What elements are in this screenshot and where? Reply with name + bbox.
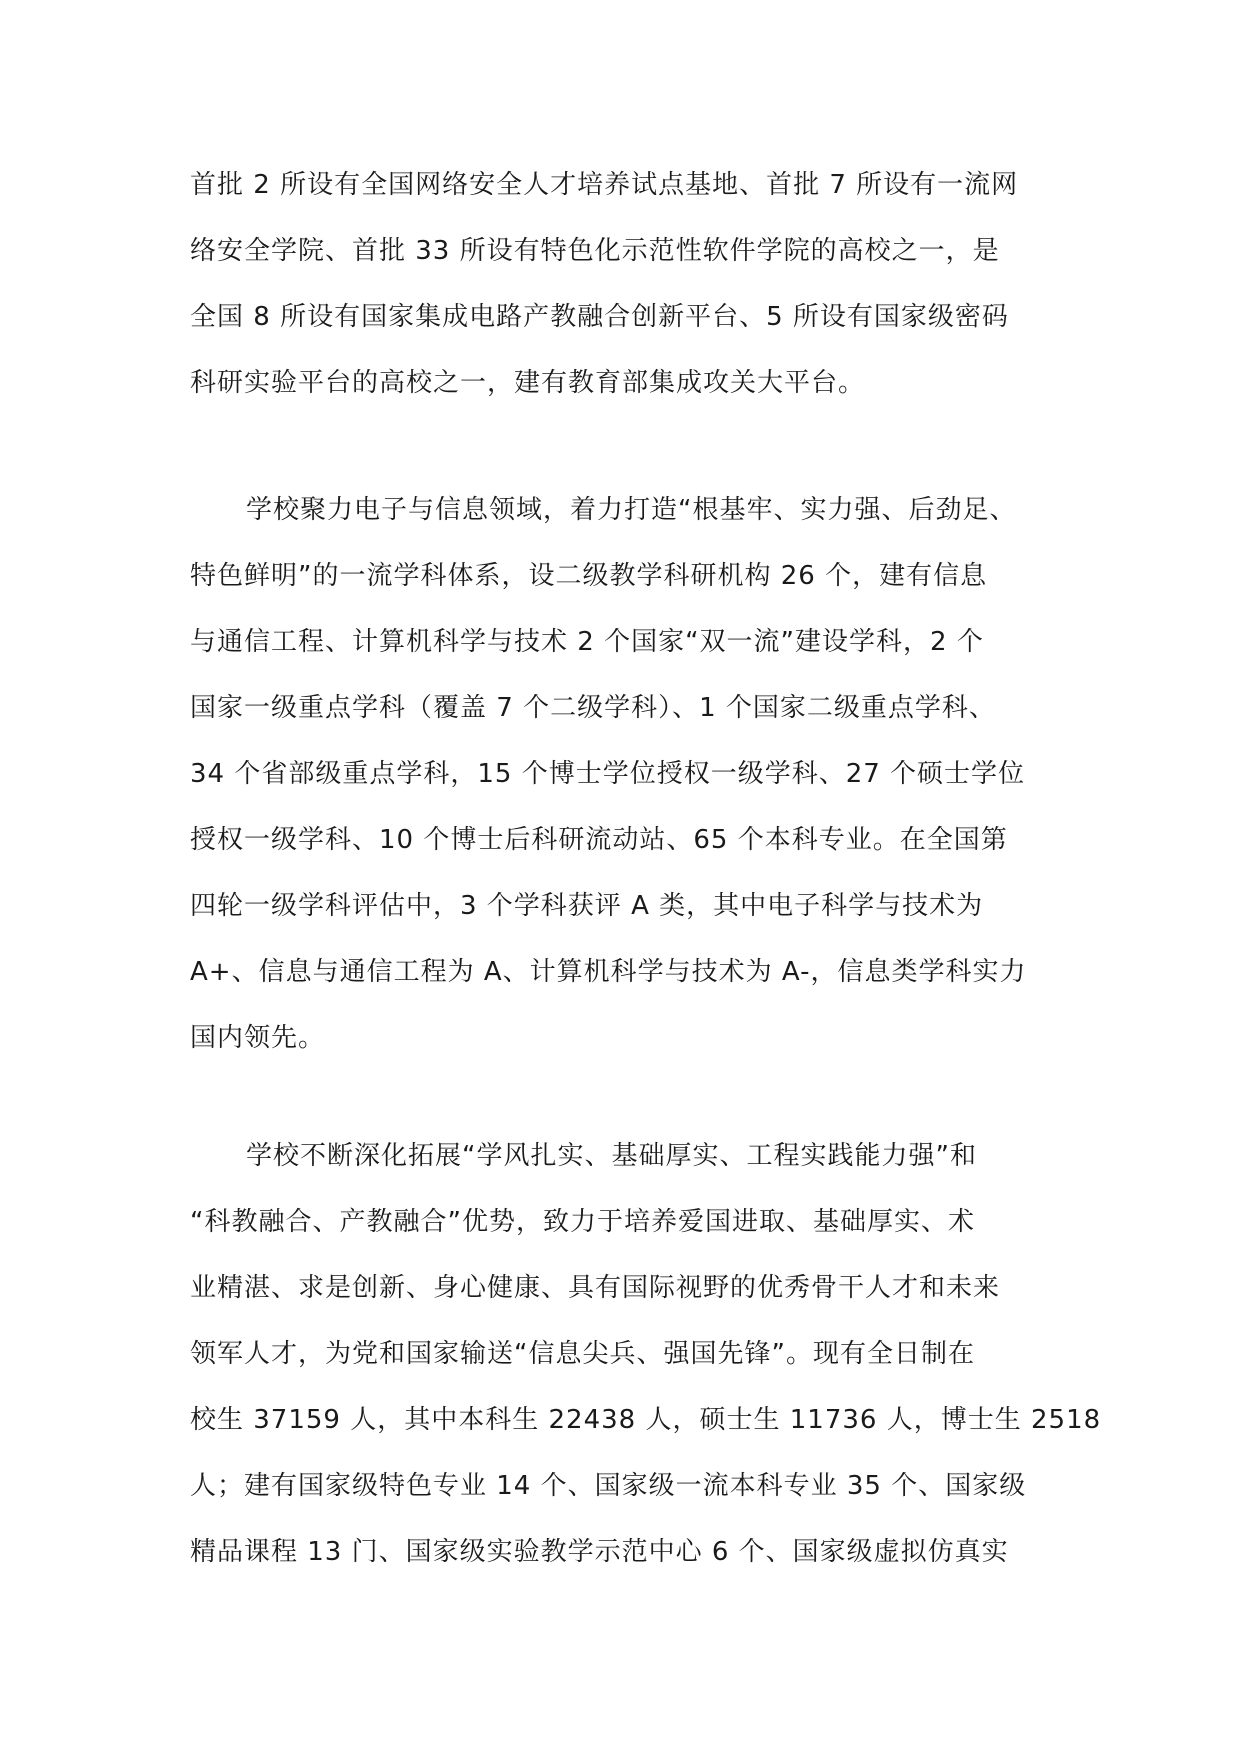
text-line: 国内领先。 bbox=[190, 1023, 326, 1053]
text-line: 科研实验平台的高校之一，建有教育部集成攻关大平台。 bbox=[190, 368, 866, 398]
text-line: 特色鲜明”的一流学科体系，设二级教学科研机构 26 个，建有信息 bbox=[190, 561, 988, 591]
text-line: 首批 2 所设有全国网络安全人才培养试点基地、首批 7 所设有一流网 bbox=[190, 170, 1019, 200]
text-line: 全国 8 所设有国家集成电路产教融合创新平台、5 所设有国家级密码 bbox=[190, 302, 1009, 332]
text-line: 人；建有国家级特色专业 14 个、国家级一流本科专业 35 个、国家级 bbox=[190, 1471, 1027, 1501]
paragraph-national-platforms bbox=[190, 152, 1070, 416]
text-line: 学校聚力电子与信息领域，着力打造“根基牢、实力强、后劲足、 bbox=[246, 495, 1017, 525]
text-line: 络安全学院、首批 33 所设有特色化示范性软件学院的高校之一，是 bbox=[190, 236, 1000, 266]
text-line: 授权一级学科、10 个博士后科研流动站、65 个本科专业。在全国第 bbox=[190, 825, 1008, 855]
paragraph-disciplines bbox=[190, 477, 1070, 1071]
text-line: “科教融合、产教融合”优势，致力于培养爱国进取、基础厚实、术 bbox=[190, 1207, 975, 1237]
text-line: 34 个省部级重点学科，15 个博士学位授权一级学科、27 个硕士学位 bbox=[190, 759, 1026, 789]
text-line: 校生 37159 人，其中本科生 22438 人，硕士生 11736 人，博士生 2518 bbox=[190, 1405, 1102, 1435]
text-line: 与通信工程、计算机科学与技术 2 个国家“双一流”建设学科，2 个 bbox=[190, 627, 984, 657]
text-line: 国家一级重点学科（覆盖 7 个二级学科）、1 个国家二级重点学科、 bbox=[190, 693, 996, 723]
text-line: A+、信息与通信工程为 A、计算机科学与技术为 A-，信息类学科实力 bbox=[190, 957, 1027, 987]
paragraph-education bbox=[190, 1123, 1102, 1585]
text-line: 精品课程 13 门、国家级实验教学示范中心 6 个、国家级虚拟仿真实 bbox=[190, 1537, 1009, 1567]
text-line: 学校不断深化拓展“学风扎实、基础厚实、工程实践能力强”和 bbox=[246, 1141, 977, 1171]
text-line: 四轮一级学科评估中，3 个学科获评 A 类，其中电子科学与技术为 bbox=[190, 891, 984, 921]
text-line: 业精湛、求是创新、身心健康、具有国际视野的优秀骨干人才和未来 bbox=[190, 1273, 1001, 1303]
text-line: 领军人才，为党和国家输送“信息尖兵、强国先锋”。现有全日制在 bbox=[190, 1339, 975, 1369]
